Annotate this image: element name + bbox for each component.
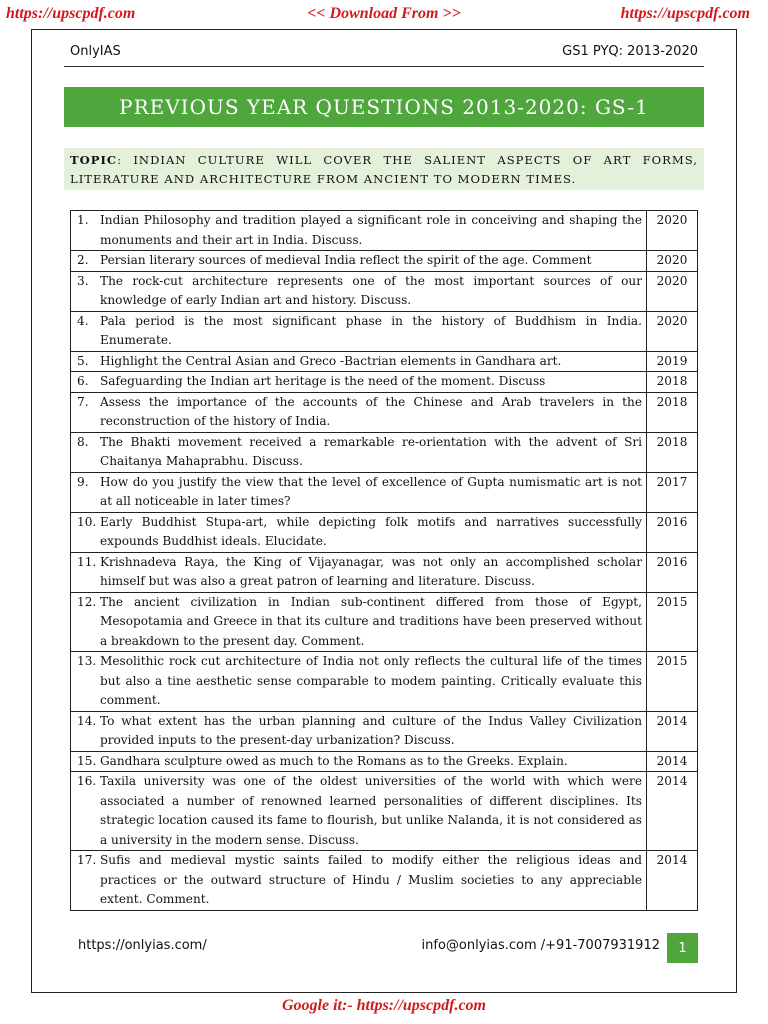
question-year: 2020	[647, 251, 698, 272]
question-number: 6.	[77, 374, 89, 388]
table-row	[71, 772, 698, 851]
table-row	[71, 211, 698, 251]
question-cell	[71, 372, 647, 393]
table-row	[71, 251, 698, 272]
question-number: 11.	[77, 554, 97, 569]
page-number: 1	[667, 933, 698, 963]
question-year: 2014	[647, 751, 698, 772]
question-year: 2014	[647, 711, 698, 751]
question-year: 2014	[647, 851, 698, 911]
header-divider	[64, 66, 704, 67]
table-row	[71, 271, 698, 311]
table-row	[71, 472, 698, 512]
question-text: Early Buddhist Stupa-art, while depicting folk motifs and narratives successfully expounds Buddhist ideals. Elucidate.	[100, 514, 642, 548]
footer-contact: info@onlyias.com /+91-7007931912	[421, 938, 660, 953]
topic-label: TOPIC	[70, 153, 118, 167]
question-number: 16.	[77, 774, 97, 788]
question-year: 2017	[647, 472, 698, 512]
question-cell	[71, 711, 647, 751]
table-row	[71, 711, 698, 751]
question-text: Taxila university was one of the oldest universities of the world with which were associated a number of renowned learned personalities of different disciplines. Its strategic location caused its fame to flourish, but unlike Nalanda, it is not considered as a university in the modern sense. Discuss.	[100, 774, 642, 847]
table-row	[71, 432, 698, 472]
question-year: 2018	[647, 432, 698, 472]
question-cell	[71, 751, 647, 772]
question-year: 2019	[647, 351, 698, 372]
question-number: 9.	[77, 474, 89, 489]
table-row	[71, 372, 698, 393]
question-year: 2015	[647, 652, 698, 712]
question-year: 2015	[647, 592, 698, 652]
question-number: 8.	[77, 434, 89, 449]
page-title: PREVIOUS YEAR QUESTIONS 2013-2020: GS-1	[64, 87, 704, 127]
question-cell	[71, 251, 647, 272]
question-number: 2.	[77, 253, 89, 267]
question-text: The ancient civilization in Indian sub-continent differed from those of Egypt, Mesopotamia and Greece in that its culture and traditions have been preserved without a breakdown to the present day. Comment.	[100, 594, 642, 648]
question-cell	[71, 472, 647, 512]
question-cell	[71, 652, 647, 712]
question-text: Persian literary sources of medieval India reflect the spirit of the age. Comment	[100, 253, 592, 267]
question-text: Pala period is the most significant phase in the history of Buddhism in India. Enumerate.	[100, 313, 642, 347]
question-cell	[71, 211, 647, 251]
question-year: 2020	[647, 271, 698, 311]
question-text: Sufis and medieval mystic saints failed to modify either the religious ideas and practices or the outward structure of Hindu / Muslim societies to any appreciable extent. Comment.	[100, 853, 642, 906]
question-cell	[71, 271, 647, 311]
table-row	[71, 552, 698, 592]
question-cell	[71, 592, 647, 652]
top-banner-right-link[interactable]: https://upscpdf.com	[620, 5, 750, 22]
question-text: Mesolithic rock cut architecture of India not only reflects the cultural life of the times but also a tine aesthetic sense comparable to modem painting. Critically evaluate this comment.	[100, 654, 642, 707]
footer-website-link[interactable]: https://onlyias.com/	[78, 938, 207, 953]
header-doc-label: GS1 PYQ: 2013-2020	[562, 44, 698, 59]
question-year: 2018	[647, 392, 698, 432]
table-row	[71, 311, 698, 351]
question-cell	[71, 851, 647, 911]
table-row	[71, 652, 698, 712]
table-row	[71, 592, 698, 652]
question-number: 17.	[77, 853, 97, 867]
header-brand: OnlyIAS	[70, 44, 121, 59]
table-row	[71, 512, 698, 552]
question-cell	[71, 432, 647, 472]
question-number: 15.	[77, 753, 97, 768]
question-text: Highlight the Central Asian and Greco -Bactrian elements in Gandhara art.	[100, 353, 562, 368]
question-number: 12.	[77, 594, 97, 609]
topic-text: : INDIAN CULTURE WILL COVER THE SALIENT ASPECTS OF ART FORMS, LITERATURE AND ARCHITECTURE FROM ANCIENT TO MODERN TIMES.	[70, 153, 698, 186]
question-text: Safeguarding the Indian art heritage is the need of the moment. Discuss	[100, 374, 546, 388]
table-row	[71, 751, 698, 772]
question-text: Assess the importance of the accounts of the Chinese and Arab travelers in the reconstruction of the history of India.	[100, 394, 642, 428]
question-text: The rock-cut architecture represents one of the most important sources of our knowledge of early Indian art and history. Discuss.	[100, 273, 642, 307]
question-number: 1.	[77, 213, 89, 227]
table-row	[71, 851, 698, 911]
question-number: 10.	[77, 514, 97, 529]
question-year: 2020	[647, 311, 698, 351]
question-number: 4.	[77, 313, 89, 328]
question-text: The Bhakti movement received a remarkable re-orientation with the advent of Sri Chaitanya Mahaprabhu. Discuss.	[100, 434, 642, 468]
table-row	[71, 392, 698, 432]
top-banner-center-text: << Download From >>	[307, 5, 461, 22]
question-cell	[71, 351, 647, 372]
question-year: 2018	[647, 372, 698, 393]
question-text: Indian Philosophy and tradition played a significant role in conceiving and shaping the monuments and their art in India. Discuss.	[100, 213, 642, 247]
bottom-banner[interactable]: Google it:- https://upscpdf.com	[282, 997, 486, 1014]
question-number: 13.	[77, 654, 97, 668]
question-cell	[71, 772, 647, 851]
question-number: 5.	[77, 353, 89, 368]
question-year: 2016	[647, 552, 698, 592]
question-text: Gandhara sculpture owed as much to the Romans as to the Greeks. Explain.	[100, 753, 568, 768]
top-banner-left-link[interactable]: https://upscpdf.com	[6, 5, 136, 22]
question-cell	[71, 552, 647, 592]
question-number: 14.	[77, 713, 97, 728]
question-text: How do you justify the view that the level of excellence of Gupta numismatic art is not at all noticeable in later times?	[100, 474, 642, 508]
topic-box	[64, 148, 704, 190]
question-cell	[71, 512, 647, 552]
question-cell	[71, 311, 647, 351]
question-number: 7.	[77, 394, 89, 409]
question-year: 2020	[647, 211, 698, 251]
question-text: To what extent has the urban planning and culture of the Indus Valley Civilization provided inputs to the present-day urbanization? Discuss.	[100, 713, 642, 747]
question-year: 2014	[647, 772, 698, 851]
question-year: 2016	[647, 512, 698, 552]
question-text: Krishnadeva Raya, the King of Vijayanagar, was not only an accomplished scholar himself but was also a great patron of learning and literature. Discuss.	[100, 554, 642, 588]
question-cell	[71, 392, 647, 432]
question-number: 3.	[77, 273, 89, 288]
questions-table	[70, 210, 698, 911]
table-row	[71, 351, 698, 372]
